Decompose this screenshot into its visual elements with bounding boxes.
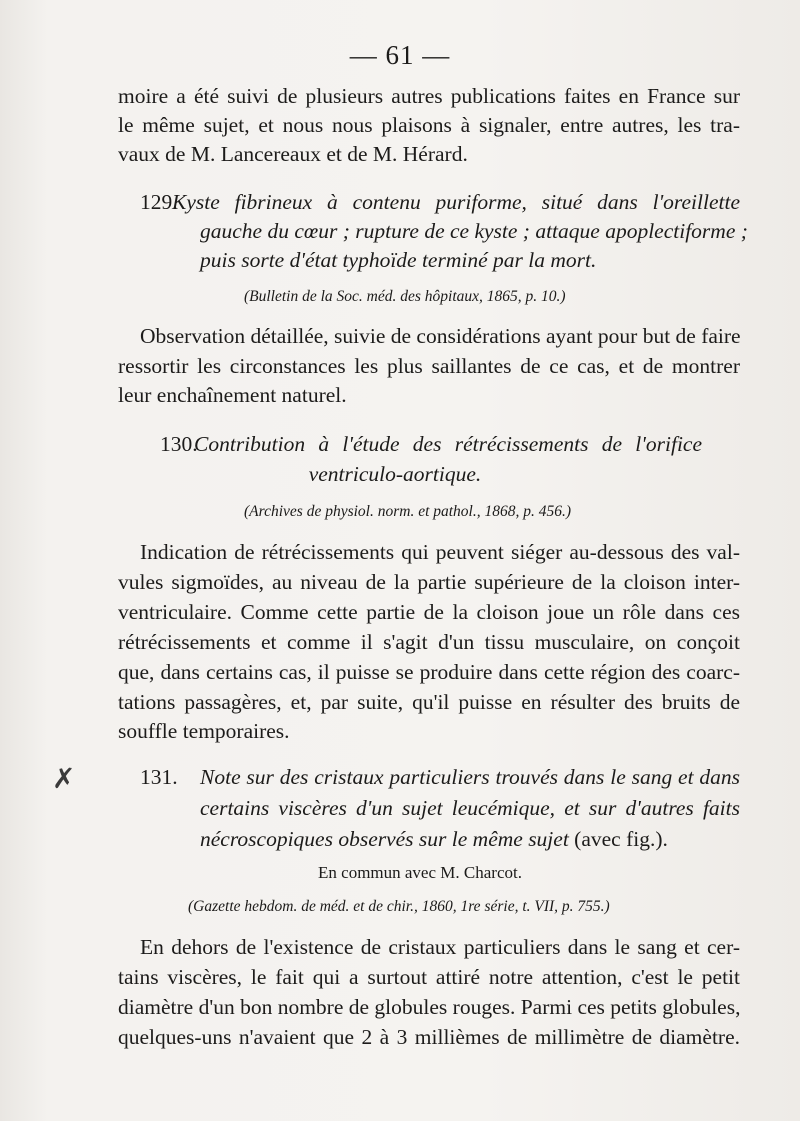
entry-reference: (Gazette hebdom. de méd. et de chir., 1860, 1re série, t. VII, p. 755.) bbox=[188, 898, 610, 915]
page-number: — 61 — bbox=[349, 40, 451, 70]
entry-title-line: certains viscères d'un sujet leucémique, et sur d'autres faits bbox=[200, 796, 740, 820]
entry-number: 131. bbox=[140, 765, 178, 789]
body-line: ventriculaire. Comme cette partie de la cloison joue un rôle dans ces bbox=[118, 600, 740, 624]
body-line: vules sigmoïdes, au niveau de la partie supérieure de la cloison inter- bbox=[118, 570, 740, 594]
body-line: diamètre d'un bon nombre de globules rouges. Parmi ces petits globules, bbox=[118, 995, 741, 1019]
text-line: vaux de M. Lancereaux et de M. Hérard. bbox=[118, 142, 468, 166]
body-line: tains viscères, le fait qui a surtout attiré notre attention, c'est le petit bbox=[118, 965, 740, 989]
body-line: souffle temporaires. bbox=[118, 719, 290, 743]
entry-title-line: Kyste fibrineux à contenu puriforme, situé dans l'oreillette bbox=[172, 190, 740, 214]
entry-title-suffix: (avec fig.). bbox=[574, 827, 668, 851]
body-line: En dehors de l'existence de cristaux particuliers dans le sang et cer- bbox=[140, 935, 740, 959]
body-line: ressortir les circonstances les plus saillantes de ce cas, et de montrer bbox=[118, 354, 740, 378]
body-line: Indication de rétrécissements qui peuvent siéger au-dessous des val- bbox=[140, 540, 740, 564]
entry-title-line: Contribution à l'étude des rétrécissements de l'orifice bbox=[194, 432, 702, 456]
coauthor-note: En commun avec M. Charcot. bbox=[318, 863, 522, 882]
entry-title-line: Note sur des cristaux particuliers trouvés dans le sang et dans bbox=[200, 765, 740, 789]
text-line: moire a été suivi de plusieurs autres publications faites en France sur bbox=[118, 84, 740, 108]
body-line: Observation détaillée, suivie de considérations ayant pour but de faire bbox=[140, 324, 741, 348]
entry-title-line: gauche du cœur ; rupture de ce kyste ; attaque apoplectiforme ; bbox=[200, 219, 748, 243]
entry-title-text: nécroscopiques observés sur le même sujet bbox=[200, 827, 569, 851]
entry-number: 129. bbox=[140, 190, 178, 214]
entry-title-line: ventriculo-aortique. bbox=[308, 462, 482, 486]
entry-reference: (Archives de physiol. norm. et pathol., 1868, p. 456.) bbox=[244, 503, 572, 520]
entry-number: 130. bbox=[160, 432, 198, 456]
body-line: quelques-uns n'avaient que 2 à 3 millièmes de millimètre de diamètre. bbox=[118, 1025, 740, 1049]
body-line: tations passagères, et, par suite, qu'il puisse en résulter des bruits de bbox=[118, 690, 740, 714]
body-line: que, dans certains cas, il puisse se produire dans cette région des coarc- bbox=[118, 660, 740, 684]
entry-title-line bbox=[200, 825, 668, 853]
body-line: leur enchaînement naturel. bbox=[118, 383, 347, 407]
entry-title-line: puis sorte d'état typhoïde terminé par la mort. bbox=[200, 248, 597, 272]
body-line: rétrécissements et comme il s'agit d'un tissu musculaire, on conçoit bbox=[118, 630, 740, 654]
text-line: le même sujet, et nous nous plaisons à signaler, entre autres, les tra- bbox=[118, 113, 740, 137]
entry-reference: (Bulletin de la Soc. méd. des hôpitaux, 1865, p. 10.) bbox=[244, 288, 566, 305]
margin-mark: ✗ bbox=[52, 764, 76, 795]
